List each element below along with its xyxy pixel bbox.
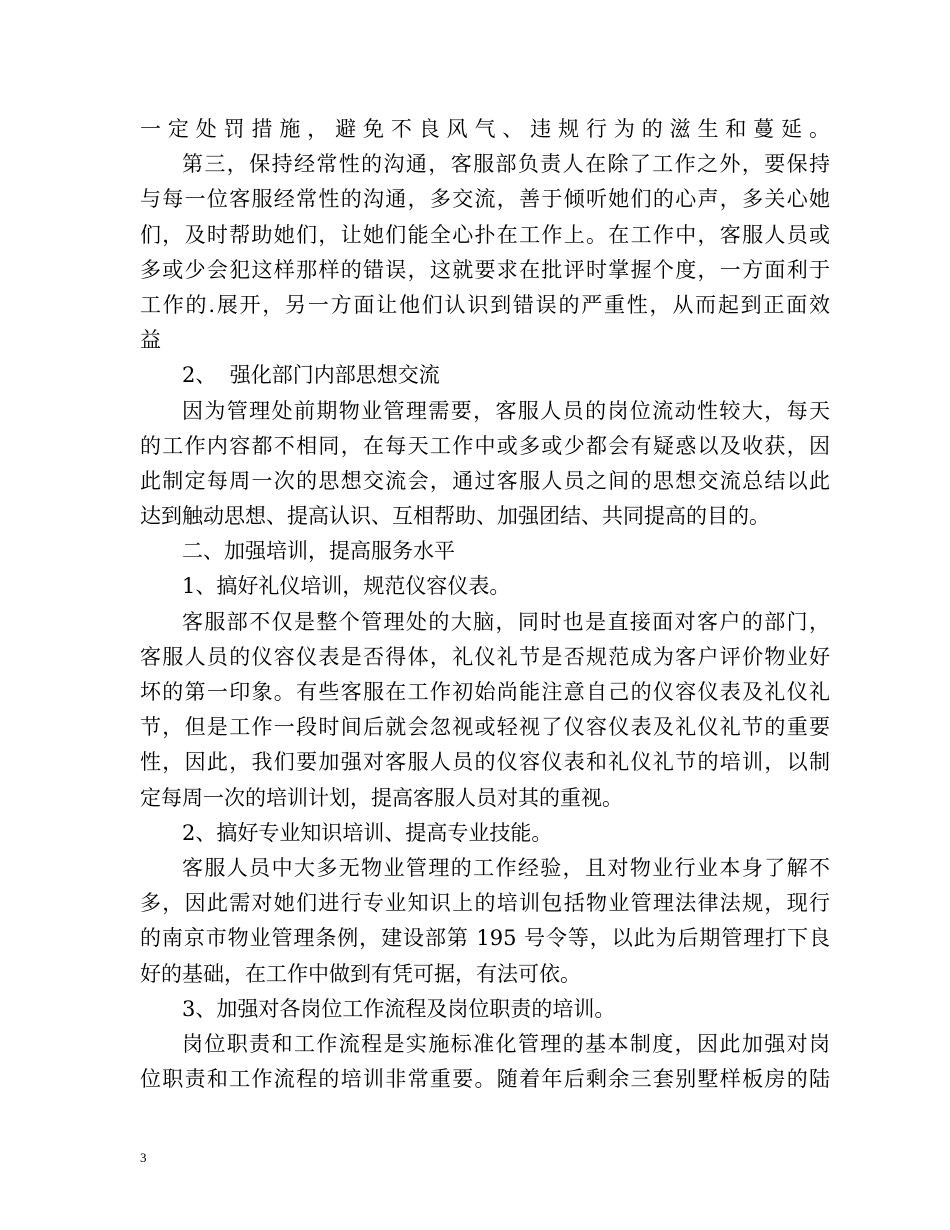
- paragraph-line: 第三，保持经常性的沟通，客服部负责人在除了工作之外，要保持: [182, 152, 830, 177]
- paragraph-line: 客服人员的仪容仪表是否得体，礼仪礼节是否规范成为客户评价物业好: [140, 644, 830, 669]
- paragraph-line: 的工作内容都不相同，在每天工作中或多或少都会有疑惑以及收获，因: [140, 433, 830, 458]
- paragraph-line: 多或少会犯这样那样的错误，这就要求在批评时掌握个度，一方面利于: [140, 257, 830, 282]
- section-heading: 1、搞好礼仪培训，规范仪容仪表。: [182, 574, 511, 599]
- page-number: 3: [140, 1150, 147, 1165]
- paragraph-line: 达到触动思想、提高认识、互相帮助、加强团结、共同提高的目的。: [140, 504, 770, 529]
- section-heading: 2、 强化部门内部思想交流: [182, 363, 440, 388]
- paragraph-line: 节，但是工作一段时间后就会忽视或轻视了仪容仪表及礼仪礼节的重要: [140, 715, 830, 740]
- paragraph-line: 客服部不仅是整个管理处的大脑，同时也是直接面对客户的部门，: [182, 609, 830, 634]
- paragraph-line: 定每周一次的培训计划，提高客服人员对其的重视。: [140, 785, 623, 810]
- paragraph-line: 多，因此需对她们进行专业知识上的培训包括物业管理法律法规，现行: [140, 891, 830, 916]
- paragraph-line: 好的基础，在工作中做到有凭可据，有法可依。: [140, 961, 581, 986]
- paragraph-line: 坏的第一印象。有些客服在工作初始尚能注意自己的仪容仪表及礼仪礼: [140, 680, 830, 704]
- body-text: [140, 112, 830, 1097]
- paragraph-line: 因为管理处前期物业管理需要，客服人员的岗位流动性较大，每天: [182, 398, 830, 423]
- paragraph-line: 与每一位客服经常性的沟通，多交流，善于倾听她们的心声，多关心她: [140, 187, 830, 212]
- paragraph-line: 岗位职责和工作流程是实施标准化管理的基本制度，因此加强对岗: [182, 1031, 830, 1056]
- paragraph-line: 此制定每周一次的思想交流会，通过客服人员之间的思想交流总结以此: [140, 468, 830, 493]
- paragraph-line: 们，及时帮助她们，让她们能全心扑在工作上。在工作中，客服人员或: [140, 222, 830, 247]
- paragraph-line: 的南京市物业管理条例，建设部第 195 号令等，以此为后期管理打下良: [140, 926, 830, 951]
- section-heading: 3、加强对各岗位工作流程及岗位职责的培训。: [182, 996, 616, 1021]
- paragraph-line: 性，因此，我们要加强对客服人员的仪容仪表和礼仪礼节的培训，以制: [140, 750, 830, 775]
- paragraph-line: 一定处罚措施，避免不良风气、违规行为的滋生和蔓延。: [140, 117, 830, 141]
- paragraph-line: 客服人员中大多无物业管理的工作经验，且对物业行业本身了解不: [182, 855, 830, 880]
- paragraph-line: 益: [140, 328, 161, 353]
- paragraph-line: 位职责和工作流程的培训非常重要。随着年后剩余三套别墅样板房的陆: [140, 1067, 830, 1092]
- paragraph-line: 工作的.展开，另一方面让他们认识到错误的严重性，从而起到正面效: [140, 292, 830, 317]
- section-heading: 二、加强培训，提高服务水平: [182, 539, 455, 564]
- section-heading: 2、搞好专业知识培训、提高专业技能。: [182, 820, 553, 845]
